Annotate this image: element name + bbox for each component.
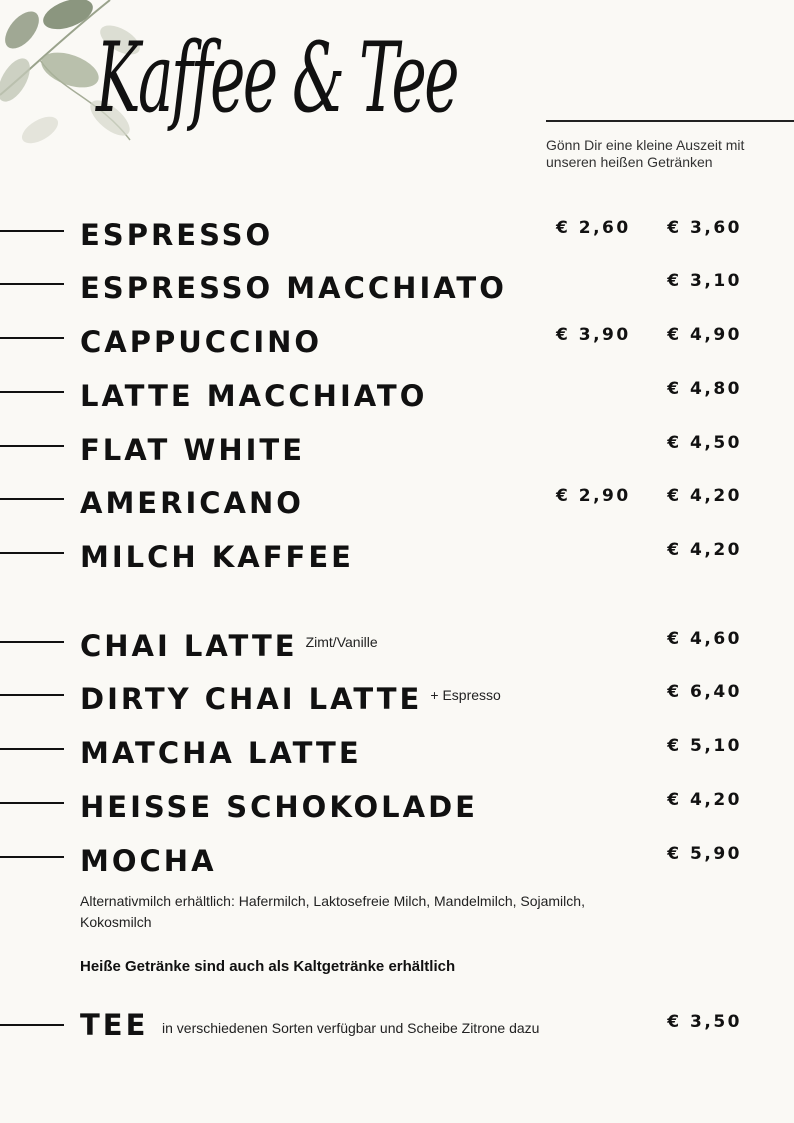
item-dash <box>0 230 64 232</box>
item-dash <box>0 498 64 500</box>
item-dash <box>0 552 64 554</box>
price-large: € 6,40 <box>667 682 742 702</box>
menu-item <box>0 427 794 467</box>
tea-item <box>0 1006 794 1046</box>
item-name: FLAT WHITE <box>80 433 305 467</box>
price-large: € 4,90 <box>667 325 742 345</box>
price-small: € 2,60 <box>556 218 631 238</box>
item-dash <box>0 445 64 447</box>
menu-item <box>0 534 794 574</box>
tea-note: in verschiedenen Sorten verfügbar und Scheibe Zitrone dazu <box>162 1020 540 1036</box>
item-dash <box>0 641 64 643</box>
title-divider <box>546 120 794 122</box>
tagline: Gönn Dir eine kleine Auszeit mit unseren heißen Getränken <box>546 137 745 170</box>
price-large: € 5,90 <box>667 844 742 864</box>
menu-item <box>0 319 794 359</box>
item-name: AMERICANO <box>80 486 304 520</box>
item-name: LATTE MACCHIATO <box>80 379 428 413</box>
milk-info: Alternativmilch erhältlich: Hafermilch, Laktosefreie Milch, Mandelmilch, Sojamilch, Kokosmilch <box>80 893 585 930</box>
cold-drinks-note: Heiße Getränke sind auch als Kaltgetränke erhältlich <box>80 958 456 975</box>
item-name: DIRTY CHAI LATTE $^{+ Espresso}$ <box>80 682 501 716</box>
menu-item <box>0 676 794 716</box>
menu-item <box>0 838 794 878</box>
item-dash <box>0 694 64 696</box>
menu-item <box>0 373 794 413</box>
item-name: ESPRESSO <box>80 218 274 252</box>
item-dash <box>0 391 64 393</box>
item-dash <box>0 1024 64 1026</box>
menu-item <box>0 480 794 520</box>
price-large: € 4,20 <box>667 790 742 810</box>
price-large: € 4,20 <box>667 486 742 506</box>
menu-item <box>0 730 794 770</box>
price-small: € 3,90 <box>556 325 631 345</box>
price-large: € 4,50 <box>667 433 742 453</box>
item-dash <box>0 856 64 858</box>
item-note: + Espresso <box>430 687 501 703</box>
menu-item <box>0 623 794 663</box>
item-name: MILCH KAFFEE <box>80 540 354 574</box>
price-large: € 4,20 <box>667 540 742 560</box>
menu-item <box>0 784 794 824</box>
price-large: € 3,60 <box>667 218 742 238</box>
page-title: Kaffee & Tee <box>96 22 458 134</box>
item-dash <box>0 337 64 339</box>
item-dash <box>0 283 64 285</box>
price-small: € 2,90 <box>556 486 631 506</box>
item-name: TEE <box>80 1008 149 1042</box>
item-name: HEISSE SCHOKOLADE <box>80 790 478 824</box>
item-note: Zimt/Vanille <box>305 634 378 650</box>
item-name: ESPRESSO MACCHIATO <box>80 271 507 305</box>
item-name: MOCHA <box>80 844 217 878</box>
price-large: € 4,60 <box>667 629 742 649</box>
price-large: € 3,10 <box>667 271 742 291</box>
item-name: CHAI LATTE $^{Zimt/Vanille}$ <box>80 629 378 663</box>
menu-item <box>0 265 794 305</box>
price-large: € 5,10 <box>667 736 742 756</box>
menu-item <box>0 212 794 252</box>
item-dash <box>0 802 64 804</box>
tea-price: € 3,50 <box>667 1012 742 1032</box>
price-large: € 4,80 <box>667 379 742 399</box>
item-name: CAPPUCCINO <box>80 325 323 359</box>
item-dash <box>0 748 64 750</box>
item-name: MATCHA LATTE <box>80 736 362 770</box>
